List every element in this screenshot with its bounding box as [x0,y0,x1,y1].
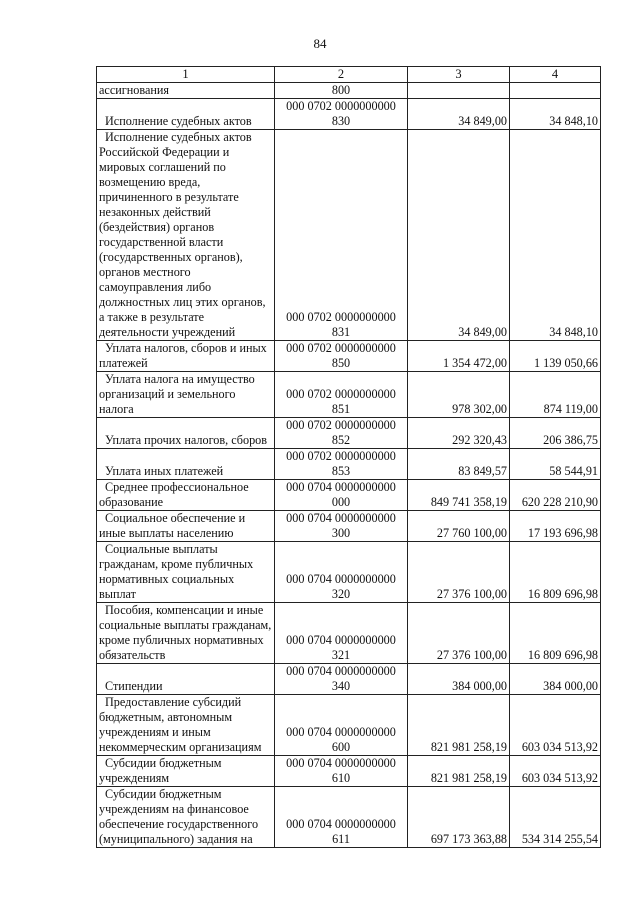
table-row [97,341,601,372]
row-code: 000 0704 0000000000 320 [275,542,408,603]
budget-table [96,66,601,848]
row-amount-col4: 58 544,91 [510,449,601,480]
table-row [97,372,601,418]
row-name: Социальное обеспечение и иные выплаты населению [99,511,246,540]
row-code: 000 0702 0000000000 853 [275,449,408,480]
row-name: Субсидии бюджетным учреждениям на финансовое обеспечение государственного (муниципального) задания на [99,787,259,846]
row-code: 000 0704 0000000000 321 [275,603,408,664]
row-name-cell [97,603,275,664]
row-amount-col3: 849 741 358,19 [408,480,510,511]
row-code: 000 0704 0000000000 340 [275,664,408,695]
row-code: 800 [275,83,408,99]
row-name-cell [97,664,275,695]
table-row [97,756,601,787]
row-amount-col3: 27 760 100,00 [408,511,510,542]
row-name-cell [97,511,275,542]
row-amount-col4 [510,83,601,99]
column-header-2: 2 [275,67,408,83]
table-row [97,99,601,130]
row-amount-col4: 534 314 255,54 [510,787,601,848]
row-name: Уплата прочих налогов, сборов [105,433,268,447]
row-amount-col4: 620 228 210,90 [510,480,601,511]
column-header-3: 3 [408,67,510,83]
row-name-cell [97,130,275,341]
row-name-cell [97,83,275,99]
row-amount-col4: 34 848,10 [510,130,601,341]
row-code: 000 0702 0000000000 830 [275,99,408,130]
row-amount-col4: 874 119,00 [510,372,601,418]
row-name-cell [97,542,275,603]
row-amount-col3: 384 000,00 [408,664,510,695]
table-row [97,542,601,603]
row-amount-col4: 16 809 696,98 [510,603,601,664]
row-amount-col3: 821 981 258,19 [408,695,510,756]
row-amount-col3: 34 849,00 [408,130,510,341]
row-name: Социальные выплаты гражданам, кроме публичных нормативных социальных выплат [99,542,254,601]
row-name: Стипендии [105,679,163,693]
row-code: 000 0704 0000000000 610 [275,756,408,787]
row-name-cell [97,787,275,848]
row-amount-col4: 206 386,75 [510,418,601,449]
column-header-4: 4 [510,67,601,83]
row-name-cell [97,480,275,511]
row-name-cell [97,99,275,130]
table-row [97,695,601,756]
row-amount-col3: 27 376 100,00 [408,542,510,603]
row-code: 000 0704 0000000000 600 [275,695,408,756]
row-amount-col4: 384 000,00 [510,664,601,695]
row-amount-col4: 17 193 696,98 [510,511,601,542]
row-code: 000 0702 0000000000 851 [275,372,408,418]
row-amount-col4: 603 034 513,92 [510,695,601,756]
row-name: Уплата налогов, сборов и иных платежей [99,341,267,370]
column-header-1: 1 [97,67,275,83]
row-name: Исполнение судебных актов [105,114,252,128]
row-name-cell [97,418,275,449]
row-name-cell [97,695,275,756]
table-row [97,787,601,848]
row-amount-col3 [408,83,510,99]
table-row [97,603,601,664]
row-amount-col3: 697 173 363,88 [408,787,510,848]
row-name-cell [97,341,275,372]
table-row [97,480,601,511]
row-code: 000 0704 0000000000 300 [275,511,408,542]
table-row [97,418,601,449]
row-amount-col3: 821 981 258,19 [408,756,510,787]
table-row [97,449,601,480]
row-amount-col4: 34 848,10 [510,99,601,130]
table-row [97,130,601,341]
row-name: Пособия, компенсации и иные социальные выплаты гражданам, кроме публичных нормативных обязательств [99,603,272,662]
row-code: 000 0702 0000000000 852 [275,418,408,449]
row-code: 000 0702 0000000000 850 [275,341,408,372]
budget-table-body [97,67,601,848]
row-name-cell [97,449,275,480]
row-code: 000 0702 0000000000 831 [275,130,408,341]
row-amount-col3: 978 302,00 [408,372,510,418]
row-amount-col3: 292 320,43 [408,418,510,449]
row-amount-col3: 34 849,00 [408,99,510,130]
row-code: 000 0704 0000000000 611 [275,787,408,848]
row-name-cell [97,372,275,418]
row-name: Предоставление субсидий бюджетным, автономным учреждениям и иным некоммерческим организациям [99,695,262,754]
row-name: ассигнования [99,83,170,97]
table-header-row [97,67,601,83]
row-amount-col4: 1 139 050,66 [510,341,601,372]
row-amount-col3: 83 849,57 [408,449,510,480]
row-code: 000 0704 0000000000 000 [275,480,408,511]
row-amount-col4: 16 809 696,98 [510,542,601,603]
row-amount-col4: 603 034 513,92 [510,756,601,787]
row-name: Среднее профессиональное образование [99,480,249,509]
row-amount-col3: 1 354 472,00 [408,341,510,372]
page-number: 84 [313,36,327,51]
table-row [97,83,601,99]
row-name: Исполнение судебных актов Российской Федерации и мировых соглашений по возмещению вреда, причиненного в результате незаконных действий (бездействия) органов государственной власти (государственных органов), органов местного самоуправления либо должностных лиц этих органов, а также в результате деятельности учреждений [99,130,266,339]
row-name: Уплата иных платежей [105,464,224,478]
row-name-cell [97,756,275,787]
row-amount-col3: 27 376 100,00 [408,603,510,664]
row-name: Субсидии бюджетным учреждениям [99,756,222,785]
table-row [97,664,601,695]
table-row [97,511,601,542]
row-name: Уплата налога на имущество организаций и земельного налога [99,372,255,416]
